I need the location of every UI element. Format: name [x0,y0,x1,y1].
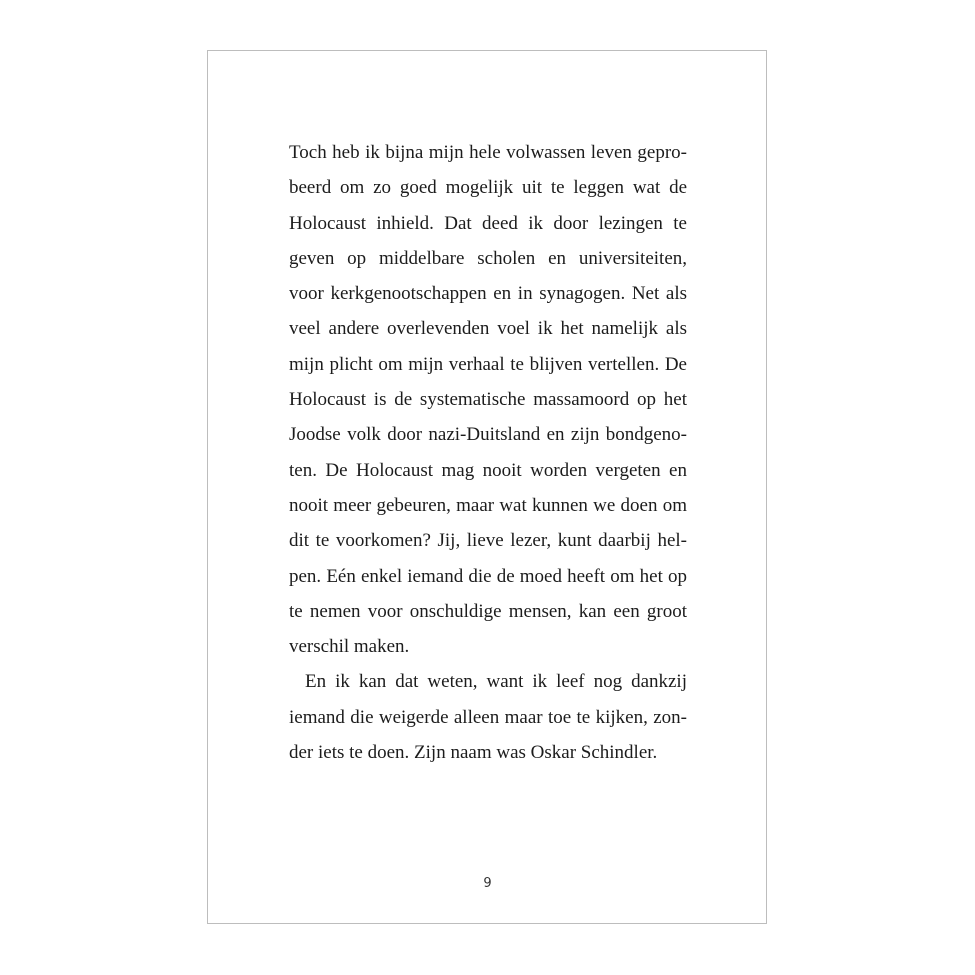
text-line: voor kerkgenootschappen en in synagogen. Net als [289,283,687,305]
text-line: pen. Eén enkel iemand die de moed heeft om het op [289,565,687,587]
text-line: iemand die weigerde alleen maar toe te kijken, zon- [289,706,687,728]
text-line: dit te voorkomen? Jij, lieve lezer, kunt daarbij hel- [289,530,687,552]
text-line: Joodse volk door nazi-Duitsland en zijn bondgeno- [289,424,687,446]
text-line: beerd om zo goed mogelijk uit te leggen wat de [289,177,687,199]
page-number: 9 [483,876,492,891]
text-line: Toch heb ik bijna mijn hele volwassen leven gepro- [289,142,687,163]
text-line: nooit meer gebeuren, maar wat kunnen we doen om [289,494,687,516]
text-line: mijn plicht om mijn verhaal te blijven vertellen. De [289,353,687,375]
text-line: veel andere overlevenden voel ik het namelijk als [289,318,687,340]
text-line: Holocaust inhield. Dat deed ik door lezingen te [289,212,687,234]
text-line: verschil maken. [289,636,410,658]
text-line: der iets te doen. Zijn naam was Oskar Schindler. [289,742,658,764]
text-line: En ik kan dat weten, want ik leef nog dankzij [305,671,687,693]
paragraph-1 [289,135,687,664]
text-line: Holocaust is de systematische massamoord op het [289,389,687,411]
text-line: te nemen voor onschuldige mensen, kan een groot [289,600,687,622]
text-line: ten. De Holocaust mag nooit worden vergeten en [289,459,687,481]
text-line: geven op middelbare scholen en universiteiten, [289,247,687,269]
body-text [289,135,687,770]
paragraph-2 [289,664,687,770]
